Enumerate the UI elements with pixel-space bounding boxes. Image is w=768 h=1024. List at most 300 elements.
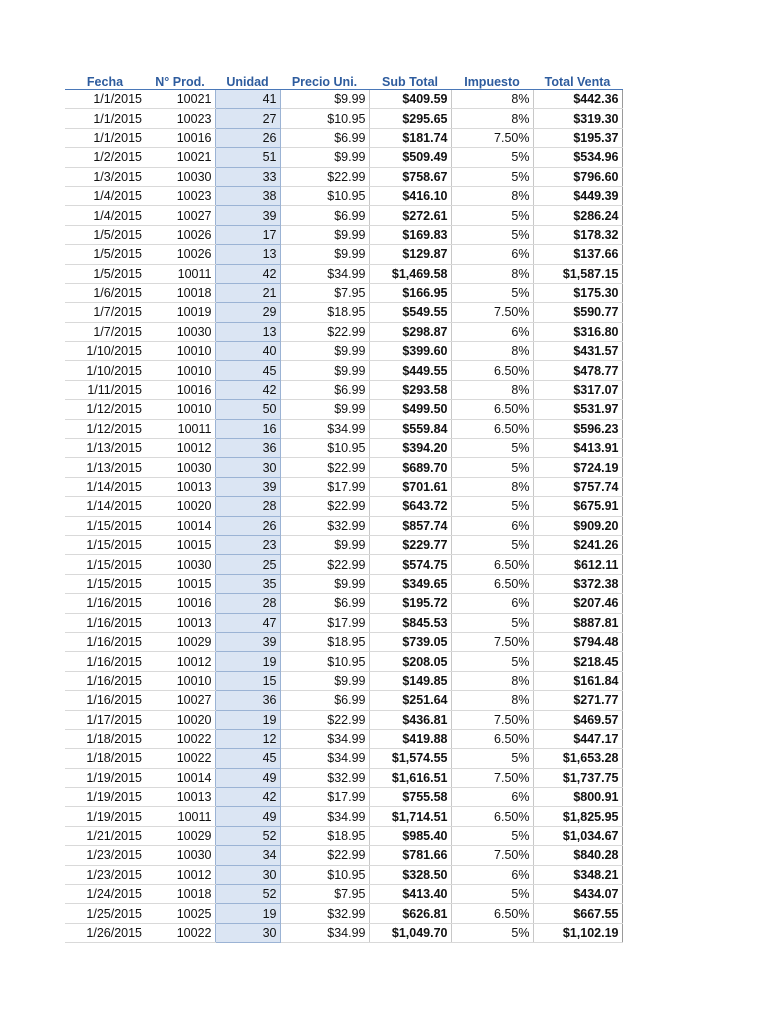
cell-impuesto[interactable]: 6.50% (451, 419, 533, 438)
cell-unidad[interactable]: 23 (215, 535, 280, 554)
cell-impuesto[interactable]: 5% (451, 458, 533, 477)
cell-sub-total[interactable]: $689.70 (369, 458, 451, 477)
cell-n-prod[interactable]: 10030 (145, 555, 215, 574)
cell-impuesto[interactable]: 5% (451, 206, 533, 225)
cell-total-venta[interactable]: $348.21 (533, 865, 622, 884)
cell-total-venta[interactable]: $413.91 (533, 439, 622, 458)
cell-total-venta[interactable]: $724.19 (533, 458, 622, 477)
cell-sub-total[interactable]: $293.58 (369, 380, 451, 399)
cell-unidad[interactable]: 42 (215, 788, 280, 807)
cell-fecha[interactable]: 1/16/2015 (65, 632, 145, 651)
cell-unidad[interactable]: 12 (215, 729, 280, 748)
cell-sub-total[interactable]: $229.77 (369, 535, 451, 554)
cell-n-prod[interactable]: 10013 (145, 477, 215, 496)
cell-precio-uni[interactable]: $6.99 (280, 380, 369, 399)
cell-impuesto[interactable]: 7.50% (451, 128, 533, 147)
cell-n-prod[interactable]: 10012 (145, 439, 215, 458)
cell-sub-total[interactable]: $272.61 (369, 206, 451, 225)
cell-total-venta[interactable]: $434.07 (533, 885, 622, 904)
cell-fecha[interactable]: 1/19/2015 (65, 807, 145, 826)
cell-fecha[interactable]: 1/7/2015 (65, 303, 145, 322)
cell-fecha[interactable]: 1/26/2015 (65, 923, 145, 942)
cell-impuesto[interactable]: 6% (451, 516, 533, 535)
cell-n-prod[interactable]: 10011 (145, 419, 215, 438)
cell-unidad[interactable]: 17 (215, 225, 280, 244)
cell-fecha[interactable]: 1/12/2015 (65, 400, 145, 419)
cell-sub-total[interactable]: $394.20 (369, 439, 451, 458)
cell-total-venta[interactable]: $319.30 (533, 109, 622, 128)
cell-precio-uni[interactable]: $9.99 (280, 535, 369, 554)
cell-fecha[interactable]: 1/5/2015 (65, 225, 145, 244)
cell-unidad[interactable]: 35 (215, 574, 280, 593)
cell-n-prod[interactable]: 10027 (145, 206, 215, 225)
cell-fecha[interactable]: 1/11/2015 (65, 380, 145, 399)
cell-precio-uni[interactable]: $17.99 (280, 788, 369, 807)
cell-impuesto[interactable]: 8% (451, 691, 533, 710)
cell-sub-total[interactable]: $643.72 (369, 497, 451, 516)
cell-precio-uni[interactable]: $7.95 (280, 885, 369, 904)
cell-sub-total[interactable]: $499.50 (369, 400, 451, 419)
cell-sub-total[interactable]: $781.66 (369, 846, 451, 865)
cell-n-prod[interactable]: 10023 (145, 186, 215, 205)
cell-impuesto[interactable]: 7.50% (451, 303, 533, 322)
cell-sub-total[interactable]: $409.59 (369, 90, 451, 109)
cell-precio-uni[interactable]: $22.99 (280, 322, 369, 341)
cell-sub-total[interactable]: $1,469.58 (369, 264, 451, 283)
cell-total-venta[interactable]: $195.37 (533, 128, 622, 147)
cell-sub-total[interactable]: $208.05 (369, 652, 451, 671)
cell-sub-total[interactable]: $845.53 (369, 613, 451, 632)
cell-impuesto[interactable]: 8% (451, 380, 533, 399)
cell-precio-uni[interactable]: $34.99 (280, 807, 369, 826)
cell-precio-uni[interactable]: $10.95 (280, 865, 369, 884)
cell-precio-uni[interactable]: $9.99 (280, 245, 369, 264)
cell-total-venta[interactable]: $1,653.28 (533, 749, 622, 768)
cell-fecha[interactable]: 1/12/2015 (65, 419, 145, 438)
cell-impuesto[interactable]: 6.50% (451, 729, 533, 748)
cell-sub-total[interactable]: $195.72 (369, 594, 451, 613)
cell-total-venta[interactable]: $178.32 (533, 225, 622, 244)
cell-sub-total[interactable]: $758.67 (369, 167, 451, 186)
cell-impuesto[interactable]: 6.50% (451, 574, 533, 593)
cell-fecha[interactable]: 1/18/2015 (65, 729, 145, 748)
cell-total-venta[interactable]: $800.91 (533, 788, 622, 807)
cell-n-prod[interactable]: 10027 (145, 691, 215, 710)
cell-total-venta[interactable]: $675.91 (533, 497, 622, 516)
cell-total-venta[interactable]: $667.55 (533, 904, 622, 923)
cell-n-prod[interactable]: 10026 (145, 245, 215, 264)
cell-fecha[interactable]: 1/14/2015 (65, 477, 145, 496)
cell-n-prod[interactable]: 10025 (145, 904, 215, 923)
cell-impuesto[interactable]: 5% (451, 923, 533, 942)
cell-unidad[interactable]: 33 (215, 167, 280, 186)
cell-impuesto[interactable]: 8% (451, 90, 533, 109)
cell-total-venta[interactable]: $596.23 (533, 419, 622, 438)
cell-unidad[interactable]: 19 (215, 710, 280, 729)
cell-unidad[interactable]: 50 (215, 400, 280, 419)
cell-unidad[interactable]: 21 (215, 283, 280, 302)
cell-total-venta[interactable]: $449.39 (533, 186, 622, 205)
cell-fecha[interactable]: 1/6/2015 (65, 283, 145, 302)
cell-sub-total[interactable]: $166.95 (369, 283, 451, 302)
cell-sub-total[interactable]: $251.64 (369, 691, 451, 710)
cell-total-venta[interactable]: $207.46 (533, 594, 622, 613)
cell-sub-total[interactable]: $295.65 (369, 109, 451, 128)
cell-sub-total[interactable]: $626.81 (369, 904, 451, 923)
cell-impuesto[interactable]: 6.50% (451, 400, 533, 419)
cell-total-venta[interactable]: $431.57 (533, 342, 622, 361)
cell-unidad[interactable]: 29 (215, 303, 280, 322)
cell-n-prod[interactable]: 10013 (145, 788, 215, 807)
cell-precio-uni[interactable]: $18.95 (280, 826, 369, 845)
cell-impuesto[interactable]: 6% (451, 594, 533, 613)
cell-fecha[interactable]: 1/10/2015 (65, 342, 145, 361)
cell-fecha[interactable]: 1/4/2015 (65, 186, 145, 205)
cell-total-venta[interactable]: $794.48 (533, 632, 622, 651)
cell-n-prod[interactable]: 10011 (145, 807, 215, 826)
cell-fecha[interactable]: 1/14/2015 (65, 497, 145, 516)
cell-sub-total[interactable]: $419.88 (369, 729, 451, 748)
cell-unidad[interactable]: 52 (215, 885, 280, 904)
cell-precio-uni[interactable]: $6.99 (280, 594, 369, 613)
cell-total-venta[interactable]: $796.60 (533, 167, 622, 186)
cell-unidad[interactable]: 42 (215, 380, 280, 399)
cell-fecha[interactable]: 1/24/2015 (65, 885, 145, 904)
cell-n-prod[interactable]: 10010 (145, 361, 215, 380)
cell-impuesto[interactable]: 5% (451, 167, 533, 186)
cell-unidad[interactable]: 52 (215, 826, 280, 845)
cell-n-prod[interactable]: 10023 (145, 109, 215, 128)
cell-unidad[interactable]: 15 (215, 671, 280, 690)
cell-sub-total[interactable]: $416.10 (369, 186, 451, 205)
cell-total-venta[interactable]: $469.57 (533, 710, 622, 729)
cell-impuesto[interactable]: 5% (451, 148, 533, 167)
cell-unidad[interactable]: 42 (215, 264, 280, 283)
cell-total-venta[interactable]: $271.77 (533, 691, 622, 710)
cell-precio-uni[interactable]: $17.99 (280, 477, 369, 496)
cell-sub-total[interactable]: $1,616.51 (369, 768, 451, 787)
cell-fecha[interactable]: 1/16/2015 (65, 594, 145, 613)
cell-fecha[interactable]: 1/2/2015 (65, 148, 145, 167)
cell-unidad[interactable]: 41 (215, 90, 280, 109)
cell-impuesto[interactable]: 5% (451, 497, 533, 516)
cell-unidad[interactable]: 39 (215, 632, 280, 651)
cell-total-venta[interactable]: $161.84 (533, 671, 622, 690)
cell-precio-uni[interactable]: $32.99 (280, 516, 369, 535)
cell-fecha[interactable]: 1/23/2015 (65, 846, 145, 865)
cell-n-prod[interactable]: 10010 (145, 671, 215, 690)
cell-fecha[interactable]: 1/3/2015 (65, 167, 145, 186)
cell-unidad[interactable]: 49 (215, 768, 280, 787)
cell-total-venta[interactable]: $757.74 (533, 477, 622, 496)
cell-impuesto[interactable]: 5% (451, 283, 533, 302)
cell-fecha[interactable]: 1/23/2015 (65, 865, 145, 884)
cell-total-venta[interactable]: $175.30 (533, 283, 622, 302)
cell-sub-total[interactable]: $509.49 (369, 148, 451, 167)
cell-precio-uni[interactable]: $10.95 (280, 186, 369, 205)
cell-total-venta[interactable]: $1,587.15 (533, 264, 622, 283)
cell-n-prod[interactable]: 10016 (145, 128, 215, 147)
cell-n-prod[interactable]: 10030 (145, 458, 215, 477)
cell-unidad[interactable]: 34 (215, 846, 280, 865)
cell-impuesto[interactable]: 8% (451, 186, 533, 205)
cell-impuesto[interactable]: 8% (451, 671, 533, 690)
cell-fecha[interactable]: 1/13/2015 (65, 439, 145, 458)
cell-total-venta[interactable]: $531.97 (533, 400, 622, 419)
cell-n-prod[interactable]: 10013 (145, 613, 215, 632)
cell-n-prod[interactable]: 10016 (145, 380, 215, 399)
cell-fecha[interactable]: 1/13/2015 (65, 458, 145, 477)
cell-n-prod[interactable]: 10030 (145, 167, 215, 186)
cell-total-venta[interactable]: $612.11 (533, 555, 622, 574)
cell-unidad[interactable]: 36 (215, 439, 280, 458)
cell-precio-uni[interactable]: $22.99 (280, 497, 369, 516)
cell-fecha[interactable]: 1/15/2015 (65, 516, 145, 535)
cell-total-venta[interactable]: $442.36 (533, 90, 622, 109)
cell-total-venta[interactable]: $447.17 (533, 729, 622, 748)
cell-fecha[interactable]: 1/4/2015 (65, 206, 145, 225)
cell-sub-total[interactable]: $701.61 (369, 477, 451, 496)
cell-precio-uni[interactable]: $6.99 (280, 206, 369, 225)
cell-sub-total[interactable]: $328.50 (369, 865, 451, 884)
cell-fecha[interactable]: 1/1/2015 (65, 90, 145, 109)
cell-total-venta[interactable]: $137.66 (533, 245, 622, 264)
cell-fecha[interactable]: 1/21/2015 (65, 826, 145, 845)
cell-precio-uni[interactable]: $9.99 (280, 342, 369, 361)
cell-precio-uni[interactable]: $9.99 (280, 90, 369, 109)
cell-fecha[interactable]: 1/19/2015 (65, 788, 145, 807)
cell-impuesto[interactable]: 6.50% (451, 361, 533, 380)
cell-impuesto[interactable]: 8% (451, 109, 533, 128)
cell-sub-total[interactable]: $149.85 (369, 671, 451, 690)
cell-total-venta[interactable]: $840.28 (533, 846, 622, 865)
cell-impuesto[interactable]: 7.50% (451, 710, 533, 729)
cell-unidad[interactable]: 39 (215, 477, 280, 496)
cell-n-prod[interactable]: 10019 (145, 303, 215, 322)
cell-precio-uni[interactable]: $10.95 (280, 439, 369, 458)
cell-n-prod[interactable]: 10018 (145, 283, 215, 302)
cell-fecha[interactable]: 1/16/2015 (65, 691, 145, 710)
cell-total-venta[interactable]: $218.45 (533, 652, 622, 671)
cell-precio-uni[interactable]: $10.95 (280, 109, 369, 128)
cell-sub-total[interactable]: $298.87 (369, 322, 451, 341)
cell-fecha[interactable]: 1/7/2015 (65, 322, 145, 341)
cell-unidad[interactable]: 45 (215, 749, 280, 768)
cell-sub-total[interactable]: $1,714.51 (369, 807, 451, 826)
cell-fecha[interactable]: 1/15/2015 (65, 555, 145, 574)
cell-n-prod[interactable]: 10011 (145, 264, 215, 283)
cell-precio-uni[interactable]: $34.99 (280, 729, 369, 748)
cell-precio-uni[interactable]: $22.99 (280, 555, 369, 574)
cell-total-venta[interactable]: $1,102.19 (533, 923, 622, 942)
cell-fecha[interactable]: 1/18/2015 (65, 749, 145, 768)
cell-unidad[interactable]: 47 (215, 613, 280, 632)
cell-precio-uni[interactable]: $22.99 (280, 458, 369, 477)
cell-precio-uni[interactable]: $7.95 (280, 283, 369, 302)
cell-sub-total[interactable]: $181.74 (369, 128, 451, 147)
cell-fecha[interactable]: 1/17/2015 (65, 710, 145, 729)
cell-n-prod[interactable]: 10014 (145, 768, 215, 787)
cell-impuesto[interactable]: 5% (451, 439, 533, 458)
cell-impuesto[interactable]: 7.50% (451, 768, 533, 787)
cell-fecha[interactable]: 1/5/2015 (65, 245, 145, 264)
cell-unidad[interactable]: 51 (215, 148, 280, 167)
cell-n-prod[interactable]: 10012 (145, 652, 215, 671)
cell-total-venta[interactable]: $372.38 (533, 574, 622, 593)
cell-precio-uni[interactable]: $34.99 (280, 749, 369, 768)
cell-fecha[interactable]: 1/1/2015 (65, 109, 145, 128)
cell-n-prod[interactable]: 10021 (145, 148, 215, 167)
cell-unidad[interactable]: 30 (215, 865, 280, 884)
cell-precio-uni[interactable]: $34.99 (280, 923, 369, 942)
cell-precio-uni[interactable]: $34.99 (280, 419, 369, 438)
cell-precio-uni[interactable]: $22.99 (280, 710, 369, 729)
cell-impuesto[interactable]: 5% (451, 749, 533, 768)
cell-unidad[interactable]: 26 (215, 516, 280, 535)
cell-unidad[interactable]: 36 (215, 691, 280, 710)
cell-precio-uni[interactable]: $9.99 (280, 671, 369, 690)
cell-sub-total[interactable]: $349.65 (369, 574, 451, 593)
cell-sub-total[interactable]: $436.81 (369, 710, 451, 729)
cell-sub-total[interactable]: $985.40 (369, 826, 451, 845)
cell-unidad[interactable]: 40 (215, 342, 280, 361)
cell-impuesto[interactable]: 5% (451, 885, 533, 904)
cell-impuesto[interactable]: 6.50% (451, 555, 533, 574)
cell-impuesto[interactable]: 5% (451, 826, 533, 845)
cell-n-prod[interactable]: 10020 (145, 710, 215, 729)
cell-impuesto[interactable]: 6% (451, 865, 533, 884)
cell-impuesto[interactable]: 6% (451, 245, 533, 264)
cell-n-prod[interactable]: 10030 (145, 322, 215, 341)
cell-n-prod[interactable]: 10018 (145, 885, 215, 904)
cell-fecha[interactable]: 1/5/2015 (65, 264, 145, 283)
cell-total-venta[interactable]: $478.77 (533, 361, 622, 380)
cell-unidad[interactable]: 49 (215, 807, 280, 826)
cell-sub-total[interactable]: $559.84 (369, 419, 451, 438)
cell-fecha[interactable]: 1/1/2015 (65, 128, 145, 147)
cell-sub-total[interactable]: $1,049.70 (369, 923, 451, 942)
cell-total-venta[interactable]: $1,034.67 (533, 826, 622, 845)
cell-unidad[interactable]: 39 (215, 206, 280, 225)
cell-unidad[interactable]: 13 (215, 322, 280, 341)
cell-n-prod[interactable]: 10026 (145, 225, 215, 244)
cell-impuesto[interactable]: 6% (451, 788, 533, 807)
cell-unidad[interactable]: 19 (215, 904, 280, 923)
cell-precio-uni[interactable]: $9.99 (280, 148, 369, 167)
cell-impuesto[interactable]: 8% (451, 477, 533, 496)
cell-sub-total[interactable]: $449.55 (369, 361, 451, 380)
cell-precio-uni[interactable]: $9.99 (280, 400, 369, 419)
cell-precio-uni[interactable]: $9.99 (280, 574, 369, 593)
cell-total-venta[interactable]: $534.96 (533, 148, 622, 167)
cell-n-prod[interactable]: 10010 (145, 400, 215, 419)
cell-n-prod[interactable]: 10029 (145, 632, 215, 651)
cell-fecha[interactable]: 1/10/2015 (65, 361, 145, 380)
cell-n-prod[interactable]: 10012 (145, 865, 215, 884)
cell-sub-total[interactable]: $549.55 (369, 303, 451, 322)
cell-n-prod[interactable]: 10015 (145, 535, 215, 554)
cell-n-prod[interactable]: 10022 (145, 729, 215, 748)
cell-unidad[interactable]: 28 (215, 594, 280, 613)
cell-n-prod[interactable]: 10021 (145, 90, 215, 109)
cell-precio-uni[interactable]: $22.99 (280, 167, 369, 186)
cell-total-venta[interactable]: $909.20 (533, 516, 622, 535)
cell-impuesto[interactable]: 6.50% (451, 807, 533, 826)
cell-total-venta[interactable]: $241.26 (533, 535, 622, 554)
cell-fecha[interactable]: 1/19/2015 (65, 768, 145, 787)
cell-unidad[interactable]: 26 (215, 128, 280, 147)
cell-unidad[interactable]: 25 (215, 555, 280, 574)
cell-n-prod[interactable]: 10014 (145, 516, 215, 535)
cell-unidad[interactable]: 27 (215, 109, 280, 128)
cell-fecha[interactable]: 1/15/2015 (65, 574, 145, 593)
cell-impuesto[interactable]: 7.50% (451, 846, 533, 865)
cell-sub-total[interactable]: $755.58 (369, 788, 451, 807)
cell-impuesto[interactable]: 8% (451, 264, 533, 283)
cell-n-prod[interactable]: 10016 (145, 594, 215, 613)
cell-n-prod[interactable]: 10022 (145, 749, 215, 768)
cell-precio-uni[interactable]: $17.99 (280, 613, 369, 632)
cell-impuesto[interactable]: 7.50% (451, 632, 533, 651)
cell-total-venta[interactable]: $1,825.95 (533, 807, 622, 826)
cell-n-prod[interactable]: 10015 (145, 574, 215, 593)
cell-precio-uni[interactable]: $9.99 (280, 225, 369, 244)
cell-precio-uni[interactable]: $9.99 (280, 361, 369, 380)
cell-precio-uni[interactable]: $6.99 (280, 128, 369, 147)
cell-precio-uni[interactable]: $18.95 (280, 303, 369, 322)
cell-precio-uni[interactable]: $22.99 (280, 846, 369, 865)
cell-unidad[interactable]: 38 (215, 186, 280, 205)
cell-sub-total[interactable]: $413.40 (369, 885, 451, 904)
cell-impuesto[interactable]: 5% (451, 652, 533, 671)
cell-n-prod[interactable]: 10010 (145, 342, 215, 361)
cell-total-venta[interactable]: $887.81 (533, 613, 622, 632)
cell-total-venta[interactable]: $316.80 (533, 322, 622, 341)
cell-total-venta[interactable]: $286.24 (533, 206, 622, 225)
cell-total-venta[interactable]: $317.07 (533, 380, 622, 399)
cell-unidad[interactable]: 30 (215, 923, 280, 942)
cell-total-venta[interactable]: $1,737.75 (533, 768, 622, 787)
cell-impuesto[interactable]: 8% (451, 342, 533, 361)
cell-impuesto[interactable]: 6% (451, 322, 533, 341)
cell-impuesto[interactable]: 5% (451, 225, 533, 244)
cell-fecha[interactable]: 1/16/2015 (65, 613, 145, 632)
cell-precio-uni[interactable]: $32.99 (280, 904, 369, 923)
cell-unidad[interactable]: 13 (215, 245, 280, 264)
cell-total-venta[interactable]: $590.77 (533, 303, 622, 322)
cell-sub-total[interactable]: $169.83 (369, 225, 451, 244)
cell-precio-uni[interactable]: $32.99 (280, 768, 369, 787)
cell-unidad[interactable]: 19 (215, 652, 280, 671)
cell-n-prod[interactable]: 10029 (145, 826, 215, 845)
cell-impuesto[interactable]: 5% (451, 535, 533, 554)
cell-precio-uni[interactable]: $6.99 (280, 691, 369, 710)
cell-unidad[interactable]: 30 (215, 458, 280, 477)
cell-sub-total[interactable]: $1,574.55 (369, 749, 451, 768)
cell-fecha[interactable]: 1/16/2015 (65, 652, 145, 671)
cell-n-prod[interactable]: 10022 (145, 923, 215, 942)
cell-impuesto[interactable]: 6.50% (451, 904, 533, 923)
cell-fecha[interactable]: 1/15/2015 (65, 535, 145, 554)
cell-fecha[interactable]: 1/16/2015 (65, 671, 145, 690)
cell-n-prod[interactable]: 10020 (145, 497, 215, 516)
cell-precio-uni[interactable]: $34.99 (280, 264, 369, 283)
cell-n-prod[interactable]: 10030 (145, 846, 215, 865)
cell-precio-uni[interactable]: $10.95 (280, 652, 369, 671)
cell-sub-total[interactable]: $857.74 (369, 516, 451, 535)
cell-fecha[interactable]: 1/25/2015 (65, 904, 145, 923)
cell-impuesto[interactable]: 5% (451, 613, 533, 632)
